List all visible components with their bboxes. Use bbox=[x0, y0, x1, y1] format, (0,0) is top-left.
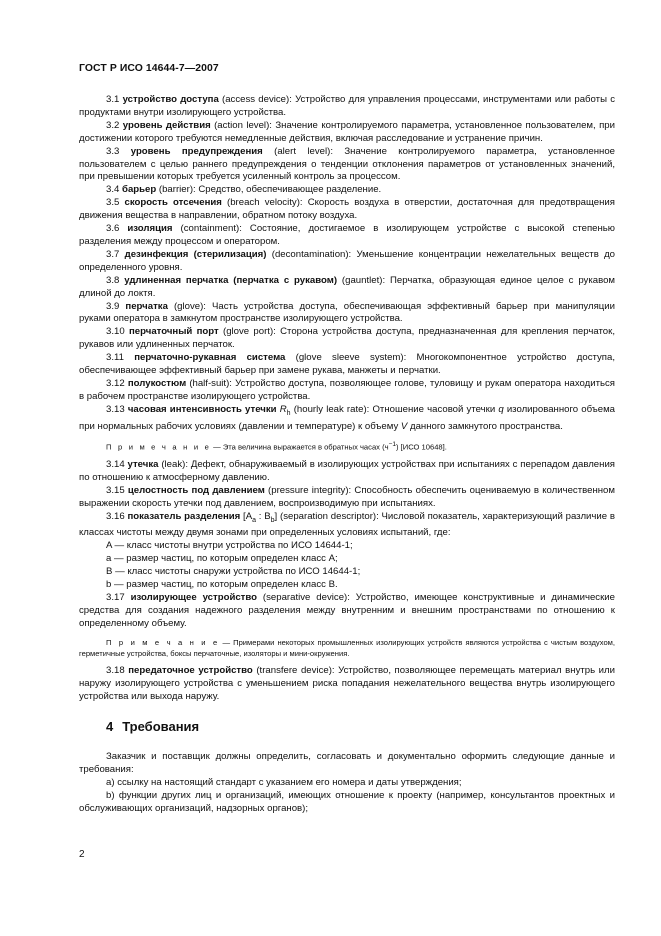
note-text: ) [ИСО 10648]. bbox=[395, 443, 447, 452]
term-definition: (barrier): Средство, обеспечивающее разделение. bbox=[156, 184, 382, 196]
list-item bbox=[79, 777, 615, 790]
note-label: П р и м е ч а н и е bbox=[106, 637, 220, 647]
term-name: часовая интенсивность утечки bbox=[127, 403, 277, 415]
term-name: полукостюм bbox=[127, 377, 187, 389]
term-definition: (separation descriptor): Числовой показатель, характеризующий различие в классах чистоты между двумя зонами при определенных условиях испытаний, где: bbox=[79, 510, 615, 539]
term-number: 3.16 bbox=[106, 510, 125, 522]
term-3-17 bbox=[79, 592, 615, 631]
term-definition: (separative device): Устройство, имеющее конструктивные и динамические средства для создания надежного разделения между внутренним и внешним пространствами по отношению к определенному объему. bbox=[79, 591, 615, 629]
term-name: целостность под давлением bbox=[127, 484, 265, 496]
term-number: 3.15 bbox=[106, 484, 125, 496]
term-number: 3.18 bbox=[106, 664, 125, 676]
symbol-q: q bbox=[498, 403, 504, 415]
term-number: 3.8 bbox=[106, 274, 120, 286]
section-intro: Заказчик и поставщик должны определить, согласовать и документально оформить следующие данные и требования: bbox=[79, 751, 615, 776]
document-body bbox=[79, 94, 615, 816]
term-paragraph bbox=[79, 120, 615, 146]
term-number: 3.12 bbox=[106, 377, 125, 389]
term-paragraph bbox=[79, 378, 615, 404]
formula: ] bbox=[274, 510, 278, 522]
term-symbol: R bbox=[279, 403, 287, 415]
term-definition: данного замкнутого пространства. bbox=[407, 420, 563, 432]
term-number: 3.9 bbox=[106, 300, 120, 312]
note-label: П р и м е ч а н и е bbox=[106, 443, 211, 452]
term-paragraph bbox=[79, 249, 615, 275]
term-definition: (glove): Часть устройства доступа, обеспечивающая эффективный барьер при манипуляции руками оператора в замкнутом пространстве изолирующего устройства. bbox=[79, 300, 615, 325]
requirements-list bbox=[79, 777, 615, 816]
term-name: уровень действия bbox=[122, 119, 211, 131]
term-name: показатель разделения bbox=[127, 510, 241, 522]
term-number: 3.17 bbox=[106, 591, 125, 603]
term-definition: (glove port): Сторона устройства доступа, предназначенная для крепления перчаток, рукавов или удлиненных перчаток. bbox=[79, 326, 615, 351]
term-name: перчаточно-рукавная система bbox=[134, 352, 286, 364]
term-name: передаточное устройство bbox=[128, 664, 253, 676]
list-item-text: функции других лиц и организаций, имеющих отношение к проекту (например, консультантов проектных и обслуживающих организаций, надзорных органов); bbox=[79, 790, 615, 814]
term-number: 3.3 bbox=[106, 145, 120, 157]
term-paragraph bbox=[79, 223, 615, 249]
term-definition: (pressure integrity): Способность обеспечить оцениваемую в количественном выражении скорость утечки под давлением, воспроизводимую при испытаниях. bbox=[79, 484, 615, 509]
symbol-definitions bbox=[79, 540, 615, 592]
term-name: скорость отсечения bbox=[124, 197, 222, 209]
term-name: изолирующее устройство bbox=[130, 591, 258, 603]
symbol-definition: B — класс чистоты снаружи устройства по ИСО 14644-1; bbox=[106, 566, 361, 578]
note-text: — Эта величина выражается в обратных часах (ч bbox=[211, 443, 389, 452]
term-definition: (alert level): Значение контролируемого параметра, установленное пользователем с целью раннего предупреждения о тенденции отклонения параметров от установленных значений, при превышении которых требуется усиленный контроль за процессом. bbox=[79, 145, 615, 183]
term-definition: (half-suit): Устройство доступа, позволяющее голове, туловищу и рукам оператора находиться в рабочем пространстве изолирующего устройства. bbox=[79, 377, 615, 402]
list-item-label: b) bbox=[106, 790, 115, 802]
term-definition: (transfere device): Устройство, позволяющее перемещать материал внутрь или наружу изолирующего устройства с уменьшением риска попадания нежелательного вещества внутрь изолирующего устройства или выхода наружу. bbox=[79, 664, 615, 702]
term-definition: изолированного объема при нормальных рабочих условиях (давлении и температуре) к объему bbox=[79, 403, 616, 432]
term-name: перчаточный порт bbox=[129, 326, 219, 338]
term-number: 3.10 bbox=[106, 326, 125, 338]
term-number: 3.11 bbox=[106, 352, 124, 364]
note-1 bbox=[79, 439, 615, 453]
term-definition: (containment): Состояние, достигаемое в изолирующем устройстве с высокой степенью разделения между процессом и оператором. bbox=[79, 223, 615, 247]
term-paragraph bbox=[79, 94, 615, 120]
term-paragraph bbox=[79, 352, 615, 378]
list-item-label: a) bbox=[106, 777, 115, 789]
term-symbol-subscript: h bbox=[286, 409, 291, 417]
document-header: ГОСТ Р ИСО 14644-7—2007 bbox=[79, 63, 219, 74]
formula-subscript-b: b bbox=[270, 516, 275, 524]
formula-subscript-a: a bbox=[252, 516, 257, 524]
term-number: 3.14 bbox=[106, 459, 125, 470]
term-definition: (decontamination): Уменьшение концентрации нежелательных веществ до определенного уровня. bbox=[79, 248, 616, 273]
term-number: 3.4 bbox=[106, 184, 120, 196]
term-name: удлиненная перчатка (перчатка с рукавом) bbox=[124, 274, 338, 286]
term-name: устройство доступа bbox=[122, 94, 219, 105]
note-2 bbox=[79, 637, 615, 659]
symbol-definition: a — размер частиц, по которым определен класс A; bbox=[106, 553, 338, 565]
section-heading bbox=[79, 721, 615, 734]
section-number: 4 bbox=[106, 719, 114, 735]
term-name: изоляция bbox=[127, 223, 173, 235]
note-text: — Примерами некоторых промышленных изолирующих устройств являются устройства с чистым воздухом, герметичные устройства, боксы перчаточные, изоляторы и мини-окружения. bbox=[79, 637, 615, 658]
list-item bbox=[79, 790, 615, 816]
term-paragraph bbox=[79, 301, 615, 327]
symbol-definition: A — класс чистоты внутри устройства по ИСО 14644-1; bbox=[106, 540, 353, 552]
term-name: барьер bbox=[122, 184, 157, 196]
term-name: дезинфекция (стерилизация) bbox=[124, 248, 267, 260]
term-definition: (leak): Дефект, обнаруживаемый в изолирующих устройствах при испытаниях с перепадом давления по отношению к атмосферному давлению. bbox=[79, 459, 615, 483]
term-paragraph bbox=[79, 275, 615, 301]
term-paragraph bbox=[79, 459, 615, 485]
term-name: утечка bbox=[127, 459, 159, 470]
term-paragraph bbox=[79, 184, 615, 197]
term-3-16 bbox=[79, 511, 615, 541]
formula: : B bbox=[256, 510, 271, 522]
term-paragraph bbox=[79, 146, 615, 185]
term-name: перчатка bbox=[125, 300, 168, 312]
term-definition: (gauntlet): Перчатка, образующая единое целое с рукавом длиной до локтя. bbox=[79, 274, 616, 299]
terms-list-a bbox=[79, 94, 615, 404]
term-number: 3.1 bbox=[106, 94, 120, 105]
symbol-v: V bbox=[400, 420, 408, 432]
term-3-18 bbox=[79, 665, 615, 704]
term-number: 3.5 bbox=[106, 197, 120, 209]
term-number: 3.13 bbox=[106, 403, 125, 415]
page-number: 2 bbox=[79, 849, 85, 860]
note-superscript: −1 bbox=[388, 441, 396, 449]
term-definition: (glove sleeve system): Многокомпонентное устройство доступа, обеспечивающее эффективный барьер при замене рукава, манжеты и перчатки. bbox=[79, 352, 616, 377]
term-definition: (breach velocity): Скорость воздуха в отверстии, достаточная для предотвращения движения вещества в направлении, обратном потоку воздуха. bbox=[79, 197, 615, 222]
formula: [A bbox=[240, 510, 253, 522]
term-definition: (hourly leak rate): Отношение часовой утечки bbox=[290, 403, 499, 415]
symbol-definition: b — размер частиц, по которым определен класс B. bbox=[106, 579, 338, 591]
section-title: Требования bbox=[122, 719, 200, 735]
term-definition: (access device): Устройство для управления процессами, инструментами или работы с продуктами внутри изолирующего устройства. bbox=[79, 94, 615, 118]
term-number: 3.2 bbox=[106, 119, 120, 131]
terms-list-b bbox=[79, 459, 615, 511]
term-3-13 bbox=[79, 404, 615, 434]
term-number: 3.6 bbox=[106, 223, 120, 235]
term-definition: (action level): Значение контролируемого параметра, установленное пользователем, при достижении которого требуются немедленные действия, включая расследование и устранение причин. bbox=[79, 119, 615, 144]
term-name: уровень предупреждения bbox=[130, 145, 263, 157]
term-number: 3.7 bbox=[106, 248, 120, 260]
term-paragraph bbox=[79, 326, 615, 352]
list-item-text: ссылку на настоящий стандарт с указанием его номера и даты утверждения; bbox=[117, 777, 462, 789]
term-paragraph bbox=[79, 485, 615, 511]
term-paragraph bbox=[79, 197, 615, 223]
